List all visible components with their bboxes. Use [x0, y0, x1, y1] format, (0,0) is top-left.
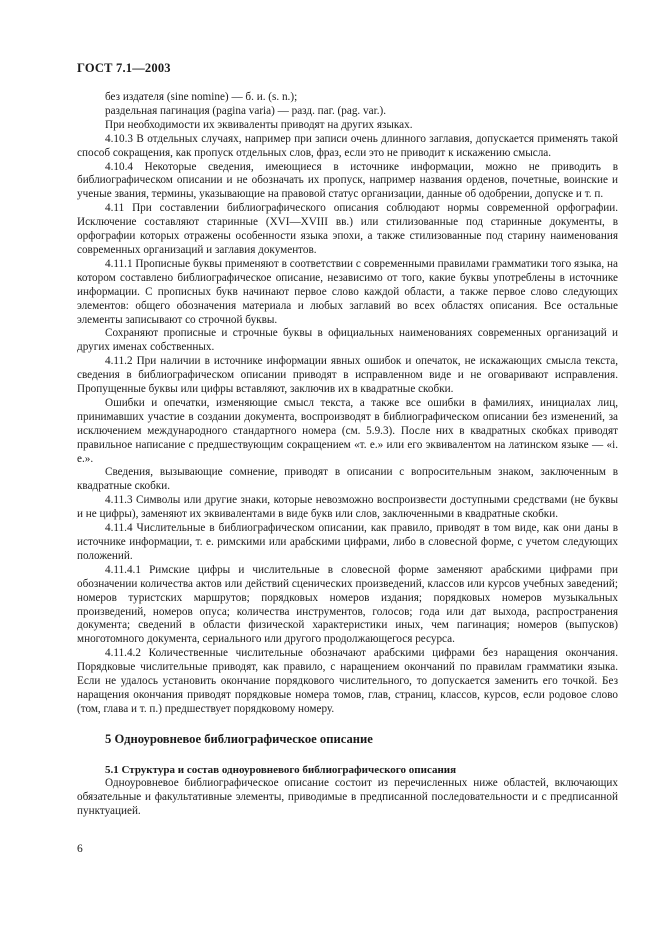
page-number: 6 [77, 843, 83, 855]
paragraph: 4.11.4.1 Римские цифры и числительные в словесной форме заменяют арабскими цифрами при обозначении количества актов или действий сценических произведений, классов или курсов учебных заведений; номеров туристских маршрутов; порядковых номеров издания; порядковых номеров музыкальных произведений, номеров опуса; количества инструментов, голосов; года или дат выхода, распространения документа; сведений в области физической характеристики иных, чем пагинация; номеров (выпусков) многотомного документа, сериального или другого продолжающегося ресурса. [77, 563, 618, 646]
paragraph: Сведения, вызывающие сомнение, приводят в описании с вопросительным знаком, заключенным в квадратные скобки. [77, 466, 618, 493]
paragraph: 4.10.4 Некоторые сведения, имеющиеся в источнике информации, можно не приводить в библиографическом описании и не обозначать их пропуск, например названия орденов, почетные, воинские и ученые звания, термины, указывающие на правовой статус организации, данные об одобрении, допуске и т. п. [77, 160, 618, 201]
paragraph: 4.11.4.2 Количественные числительные обозначают арабскими цифрами без наращения окончания. Порядковые числительные приводят, как правило, с наращением окончаний по правилам грамматики языка. Если не удалось установить окончание порядкового числительного, то допускается заменить его точкой. Без наращения окончания приводят порядковые номера томов, глав, страниц, классов, курсов, если родовое слово (том, глава и т. п.) предшествует порядковому номеру. [77, 647, 618, 715]
paragraph: 4.11.3 Символы или другие знаки, которые невозможно воспроизвести доступными средствами (не буквы и не цифры), заменяют их эквивалентами в виде букв или слов, заключенными в квадратные скобки. [77, 494, 618, 521]
section-heading: 5 Одноуровневое библиографическое описание [105, 731, 373, 746]
paragraph: без издателя (sine nomine) — б. и. (s. n.); [105, 91, 298, 103]
paragraph: Ошибки и опечатки, изменяющие смысл текста, а также все ошибки в фамилиях, инициалах лиц, принимавших участие в создании документа, воспроизводят в библиографическом описании без изменений, за исключением международного стандартного номера (см. 5.9.3). После них в квадратных скобках приводят правильное написание с предшествующим сокращением «т. е.» или его эквивалентом на латинском языке — «i. e.». [77, 396, 618, 465]
paragraph: раздельная пагинация (pagina varia) — разд. паг. (pag. var.). [105, 104, 387, 117]
paragraph: При необходимости их эквиваленты приводят на других языках. [105, 118, 413, 131]
paragraph: 4.11 При составлении библиографического описания соблюдают нормы современной орфографии. Исключение составляют старинные (XVI—XVIII вв.) или стилизованные под старинные документы, в орфографии которых отражены особенности языка эпохи, а также стилизованные под старину наименования современных организаций и заглавия документов. [77, 202, 618, 256]
paragraph: 4.11.4 Числительные в библиографическом описании, как правило, приводят в том виде, как они даны в источнике информации, т. е. римскими или арабскими цифрами, либо в словесной форме, с учетом следующих положений. [77, 522, 618, 562]
paragraph: 4.11.2 При наличии в источнике информации явных ошибок и опечаток, не искажающих смысла текста, сведения в библиографическом описании приводят в исправленном виде и не оговаривают исправления. Пропущенные буквы или цифры вставляют, заключив их в квадратные скобки. [77, 355, 618, 396]
document-header: ГОСТ 7.1—2003 [77, 61, 171, 75]
paragraph: Сохраняют прописные и строчные буквы в официальных наименованиях современных организаций и других именах собственных. [77, 327, 618, 354]
paragraph: 4.10.3 В отдельных случаях, например при записи очень длинного заглавия, допускается применять такой способ сокращения, как пропуск отдельных слов, фраз, если это не приводит к искажению смысла. [77, 132, 618, 159]
page-body [77, 91, 618, 819]
subsection-heading: 5.1 Структура и состав одноуровневого библиографического описания [105, 763, 457, 776]
paragraph: 4.11.1 Прописные буквы применяют в соответствии с современными правилами грамматики того языка, на котором составлено библиографическое описание, независимо от того, какие буквы употреблены в источнике информации. С прописных букв начинают первое слово каждой области, а также первое слово следующих элементов: общего обозначения материала и любых заглавий во всех областях описания. Все остальные элементы записывают со строчной буквы. [77, 257, 618, 326]
paragraph: Одноуровневое библиографическое описание состоит из перечисленных ниже областей, включающих обязательные и факультативные элементы, приводимые в предписанной последовательности и с предписанной пунктуацией. [77, 776, 618, 817]
